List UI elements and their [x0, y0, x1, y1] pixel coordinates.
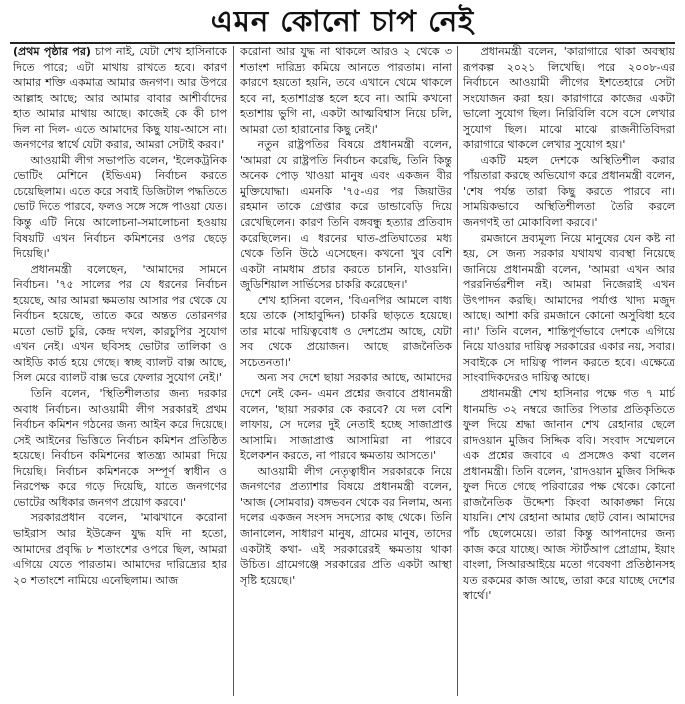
paragraph-text: চাপ নাই, যেটা শেখ হাসিনাকে দিতে পারে; এটা মাথায় রাখতে হবে। কারণ আমার শক্তি একমাত্র আমার জনগণ। আর উপরে আল্লাহ আছে; আর আমার বাবার আশীর্বাদের হাত আমার মাথায় আছে। কাজেই কে কী চাপ দিল না দিল- এতে আমাদের কিছু যায়-আসে না। জনগণের স্বার্থে যেটা করার, আমরা সেটাই করব।' [13, 45, 227, 152]
article-paragraph: আওয়ামী লীগ নেতৃত্বাধীন সরকারকে নিয়ে জনগণের প্রত্যাশার বিষয়ে প্রধানমন্ত্রী বলেন, 'আজ (সোমবার) বঙ্গভবন থেকে বর নিলাম, অন্য দলের একজন সংসদ সদস্যের কাছ থেকে। তিনি জানালেন, সাধারণ মানুষ, গ্রামের মানুষ, তাদের একটাই কথা- এই সরকারেরই ক্ষমতায় থাকা উচিত। গ্রামেগঞ্জে সরকারের প্রতি একটা আস্থা সৃষ্টি হয়েছে।' [240, 464, 452, 587]
article-paragraph: প্রধানমন্ত্রী বলেন, 'কারাগারে থাকা অবস্থায় রূপকল্প ২০২১ লিখেছি। পরে ২০০৮-এর নির্বাচনে আওয়ামী লীগের ইশতেহারে সেটা সংযোজন করা হয়। কারাগারে কাজের একটা ভালো সুযোগ ছিল। নিরিবিলি বসে বসে লেখার সুযোগ ছিল। মাঝে মাঝে রাজনীতিবিদরা কারাগারে থাকলে লেখার সুযোগ হয়।' [463, 45, 675, 152]
article-paragraph: তিনি বলেন, 'স্থিতিশীলতার জন্য দরকার অবাধ নির্বাচন। আওয়ামী লীগ সরকারই প্রথম নির্বাচন কমিশন গঠনের জন্য আইন করে দিয়েছে। সেই আইনের ভিত্তিতে নির্বাচন কমিশন প্রতিষ্ঠিত হয়েছে। নির্বাচন কমিশনের স্বাতন্ত্র্য আমরা দিয়ে দিয়েছি। নির্বাচন কমিশনকে সম্পূর্ণ স্বাধীন ও নিরপেক্ষ করে গড়ে দিয়েছি, যাতে জনগণের ভোটের অধিকার জনগণ প্রয়োগ করবে।' [13, 387, 227, 509]
article-column-1 [13, 44, 227, 700]
article-paragraph: শেখ হাসিনা বলেন, 'বিএনপির আমলে বাধ্য হয়ে তাকে (সাহাবুদ্দিন) চাকরি ছাড়তে হয়েছে। তার মাঝে দায়িত্ববোধ ও দেশপ্রেম আছে, যেটা সব থেকে প্রয়োজন। আছে রাজনৈতিক সচেতনতা।' [240, 293, 452, 369]
article-paragraph: নতুন রাষ্ট্রপতির বিষয়ে প্রধানমন্ত্রী বলেন, 'আমরা যে রাষ্ট্রপতি নির্বাচন করেছি, তিনি কিন্তু অনেক পোড় খাওয়া মানুষ এবং একজন বীর মুক্তিযোদ্ধা। এমনকি '৭৫-এর পর জিয়াউর রহমান তাকে গ্রেপ্তার করে ডান্ডাবেড়ি দিয়ে রেখেছিলেন। কারণ তিনি বঙ্গবন্ধু হত্যার প্রতিবাদ করেছিলেন। এ ধরনের ঘাত-প্রতিঘাতের মধ্য থেকে তিনি উঠে এসেছেন। কখনো খুব বেশি একটা নামধাম প্রচার করতে চাননি, যাওয়নি। জুডিশিয়াল সার্ভিসের চাকরি করেছেন।' [240, 138, 452, 292]
article-paragraph [13, 44, 227, 153]
article-paragraph: সরকারপ্রধান বলেন, 'মাঝখানে করোনা ভাইরাস আর ইউক্রেন যুদ্ধ যদি না হতো, আমাদের প্রবৃদ্ধি ৮ শতাংশের ওপরে ছিল, আমরা এগিয়ে যেতে পারতাম। আমাদের দারিদ্র্যের হার ২০ শতাংশে নামিয়ে এনেছিলাম। আজ [13, 511, 227, 587]
article-column-2 [240, 44, 452, 700]
article-paragraph: অন্য সব দেশে ছায়া সরকার আছে, আমাদের দেশে নেই কেন- এমন প্রশ্নের জবাবে প্রধানমন্ত্রী বলেন, 'ছায়া সরকার কে করবে? যে দল বেশি লাফায়, সে দলের দুই নেতাই হচ্ছে সাজাপ্রাপ্ত আসামি। সাজাপ্রাপ্ত আসামিরা না পারবে ইলেকশন করতে, না পারবে ক্ষমতায় আসতে।' [240, 371, 452, 463]
article-column-3 [463, 44, 675, 700]
article-paragraph: করোনা আর যুদ্ধ না থাকলে আরও ২ থেকে ৩ শতাংশ দারিদ্র্য কমিয়ে আনতে পারতাম। নানা কারণে হয়তো হয়নি, তবে এখানে থেমে থাকলে হবে না, হতাশাগ্রস্ত হলে হবে না। আমি কখনো হতাশায় ভুগি না, একটা আত্মবিশ্বাস নিয়ে চলি, আমরা তো হারানোর কিছু নেই।' [240, 45, 452, 136]
article-paragraph: প্রধানমন্ত্রী শেখ হাসিনার পক্ষে গত ৭ মার্চ ধানমন্ডি ৩২ নম্বরে জাতির পিতার প্রতিকৃতিতে ফুল দিয়ে শ্রদ্ধা জানান শেখ রেহানার ছেলে রাদওয়ান মুজিব সিদ্দিক ববি। সংবাদ সম্মেলনে এক প্রশ্নের জবাবে এ প্রসঙ্গেও কথা বলেন প্রধানমন্ত্রী। তিনি বলেন, 'রাদওয়ান মুজিব সিদ্দিক ফুল দিতে গেছে পরিবারের পক্ষ থেকে। কোনো রাজনৈতিক উদ্দেশ্য কিংবা আকাঙ্ক্ষা নিয়ে যায়নি। শেখ রেহানা আমার ছোট বোন। আমাদের পাঁচ ছেলেমেয়ে। তারা কিন্তু আপনাদের জন্য কাজ করে যাচ্ছে। আজ স্টার্টআপ প্রোগ্রাম, ইয়াং বাংলা, সিআরআইয়ে মতো গবেষণা প্রতিষ্ঠানসহ যত রকমের কাজ আছে, তারা করে যাচ্ছে দেশের স্বার্থে।' [463, 387, 675, 603]
column-divider [233, 46, 234, 696]
continuation-label: (প্রথম পৃষ্ঠার পর) [13, 45, 91, 58]
article-paragraph: আওয়ামী লীগ সভাপতি বলেন, 'ইলেকট্রনিক ভোটিং মেশিনে (ইভিএম) নির্বাচন করতে চেয়েছিলাম। এতে করে সবাই ডিজিটাল পদ্ধতিতে ভোট দিতে পারবে, ফলও সঙ্গে সঙ্গে পাওয়া যেত। কিন্তু এটি নিয়ে আলোচনা-সমালোচনা হওয়ায় বিষয়টি এখন নির্বাচন কমিশনের ওপর ছেড়ে দিয়েছি।' [13, 153, 227, 261]
column-divider [457, 46, 458, 696]
article-headline: এমন কোনো চাপ নেই [210, 4, 475, 38]
article-paragraph: একটি মহল দেশকে অস্থিতিশীল করার পাঁয়তারা করছে অভিযোগ করে প্রধানমন্ত্রী বলেন, 'শেষ পর্যন্ত তারা কিছু করতে পারবে না। সাময়িকভাবে অস্থিতিশীলতা তৈরি করলে জনগণই তা মোকাবিলা করবে।' [463, 153, 675, 230]
article-paragraph: প্রধানমন্ত্রী বলেছেন, 'আমাদের সামনে নির্বাচন। '৭৫ সালের পর যে ধরনের নির্বাচন হয়েছে, আর আমরা ক্ষমতায় আসার পর থেকে যে নির্বাচন হয়েছে, তাতে করে অন্তত তোরনগর মতো ভোট চুরি, কেন্দ্র দখল, কারচুপির সুযোগ এখন নেই। এখন ছবিসহ ভোটার তালিকা ও আইডি কার্ড হয়ে গেছে। স্বচ্ছ ব্যালট বাক্স আছে, সিল মেরে ব্যালট বাক্স ভরে ফেলার সুযোগ নেই।' [13, 262, 227, 385]
article-paragraph: রমজানে দ্রব্যমূল্য নিয়ে মানুষের যেন কষ্ট না হয়, সে জন্য সরকার যথাযথ ব্যবস্থা নিয়েছে জানিয়ে প্রধানমন্ত্রী বলেন, 'আমরা এখন আর পররনির্ভরশীল নই। আমরা নিজেরাই এখন উৎপাদন করছি। আমাদের পর্যাপ্ত খাদ্য মজুদ আছে। আশা করি রমজানে কোনো অসুবিধা হবে না।' তিনি বলেন, শান্তিপূর্ণভাবে দেশকে এগিয়ে নিয়ে যাওয়ার দায়িত্ব সরকারের একার নয়, সবার। সবাইকে সে দায়িত্ব পালন করতে হবে। এক্ষেত্রে সাংবাদিকদেরও দায়িত্ব আছে। [463, 231, 675, 385]
